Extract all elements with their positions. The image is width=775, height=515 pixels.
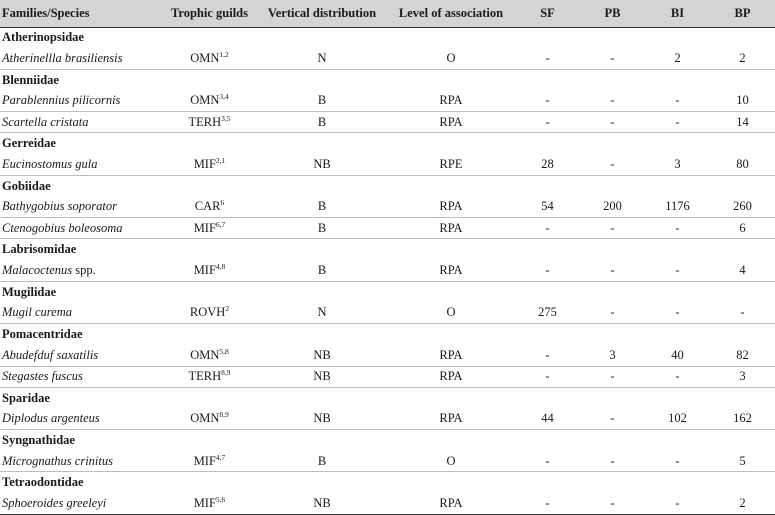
species-row — [0, 260, 775, 281]
bi-count: - — [645, 302, 710, 323]
species-row — [0, 112, 775, 133]
family-row — [0, 281, 775, 302]
sf-count: 275 — [515, 302, 580, 323]
family-row — [0, 69, 775, 90]
vertical-distribution: B — [257, 91, 387, 112]
species-row — [0, 493, 775, 514]
pb-count: - — [580, 48, 645, 69]
header-sf: SF — [515, 0, 580, 27]
pb-count: - — [580, 408, 645, 429]
reference-superscript: 2 — [225, 304, 230, 314]
level-of-association: O — [387, 48, 515, 69]
bi-count: 1176 — [645, 197, 710, 218]
species-name — [0, 260, 162, 281]
trophic-guild-code: MIF — [193, 453, 216, 468]
trophic-guild-code: MIF — [193, 262, 216, 277]
reference-superscript: 5,8 — [219, 346, 229, 356]
trophic-guild-code: OMN — [190, 411, 220, 426]
family-name: Syngnathidae — [2, 432, 75, 447]
species-name — [0, 493, 162, 514]
trophic-guild — [162, 197, 257, 218]
level-of-association: RPA — [387, 366, 515, 387]
vertical-distribution: B — [257, 260, 387, 281]
species-name — [0, 302, 162, 323]
species-name-text: Scartella cristata — [2, 114, 89, 129]
level-of-association: RPA — [387, 197, 515, 218]
trophic-guild — [162, 260, 257, 281]
family-name: Blenniidae — [2, 72, 59, 87]
bi-count: 2 — [645, 48, 710, 69]
species-name-text: Malacoctenus — [2, 262, 73, 277]
species-row — [0, 197, 775, 218]
species-name — [0, 218, 162, 239]
family-name: Labrisomidae — [2, 242, 77, 257]
vertical-distribution: NB — [257, 154, 387, 175]
trophic-guild — [162, 493, 257, 514]
vertical-distribution: B — [257, 197, 387, 218]
bi-count: - — [645, 112, 710, 133]
species-row — [0, 302, 775, 323]
family-row — [0, 239, 775, 260]
trophic-guild-code: TERH — [188, 114, 222, 129]
sf-count: - — [515, 260, 580, 281]
header-level-of-association: Level of association — [387, 0, 515, 27]
family-name: Gerreidae — [2, 136, 56, 151]
header-bi: BI — [645, 0, 710, 27]
vertical-distribution: NB — [257, 408, 387, 429]
pb-count: - — [580, 154, 645, 175]
family-name: Mugilidae — [2, 284, 57, 299]
trophic-guild-code: OMN — [190, 347, 220, 362]
pb-count: - — [580, 302, 645, 323]
trophic-guild — [162, 48, 257, 69]
trophic-guild — [162, 112, 257, 133]
species-name-text: Ctenogobius boleosoma — [2, 220, 123, 235]
species-name — [0, 451, 162, 472]
family-row — [0, 27, 775, 48]
family-name: Gobiidae — [2, 178, 51, 193]
trophic-guild — [162, 451, 257, 472]
species-row — [0, 154, 775, 175]
trophic-guild — [162, 345, 257, 366]
vertical-distribution: B — [257, 112, 387, 133]
pb-count: - — [580, 451, 645, 472]
species-name-text: Micrognathus crinitus — [2, 453, 113, 468]
vertical-distribution: NB — [257, 345, 387, 366]
reference-superscript: 3,4 — [219, 92, 229, 102]
bi-count: - — [645, 260, 710, 281]
species-name — [0, 366, 162, 387]
level-of-association: RPA — [387, 408, 515, 429]
species-row — [0, 366, 775, 387]
family-row — [0, 175, 775, 196]
vertical-distribution: B — [257, 218, 387, 239]
trophic-guild-code: MIF — [193, 220, 216, 235]
pb-count: - — [580, 91, 645, 112]
sf-count: - — [515, 366, 580, 387]
family-name: Pomacentridae — [2, 326, 83, 341]
reference-superscript: 1,2 — [219, 49, 229, 59]
reference-superscript: 2,1 — [215, 155, 226, 165]
bp-count: 162 — [710, 408, 775, 429]
species-name — [0, 345, 162, 366]
sf-count: - — [515, 493, 580, 514]
bp-count: 6 — [710, 218, 775, 239]
bi-count: - — [645, 218, 710, 239]
sf-count: 28 — [515, 154, 580, 175]
level-of-association: O — [387, 451, 515, 472]
bp-count: 80 — [710, 154, 775, 175]
level-of-association: RPA — [387, 218, 515, 239]
bi-count: 102 — [645, 408, 710, 429]
bp-count: 3 — [710, 366, 775, 387]
species-name — [0, 112, 162, 133]
family-row — [0, 472, 775, 493]
header-pb: PB — [580, 0, 645, 27]
bp-count: 2 — [710, 48, 775, 69]
trophic-guild-code: MIF — [193, 156, 216, 171]
species-name-suffix: spp. — [72, 262, 96, 277]
species-row — [0, 48, 775, 69]
species-name — [0, 48, 162, 69]
sf-count: - — [515, 112, 580, 133]
vertical-distribution: N — [257, 48, 387, 69]
trophic-guild — [162, 91, 257, 112]
bp-count: 10 — [710, 91, 775, 112]
header-vertical-distribution: Vertical distribution — [257, 0, 387, 27]
species-name-text: Mugil curema — [2, 305, 73, 320]
sf-count: - — [515, 91, 580, 112]
species-name — [0, 408, 162, 429]
sf-count: - — [515, 48, 580, 69]
sf-count: - — [515, 451, 580, 472]
bp-count: 5 — [710, 451, 775, 472]
pb-count: - — [580, 366, 645, 387]
species-row — [0, 218, 775, 239]
header-trophic-guilds: Trophic guilds — [162, 0, 257, 27]
bi-count: 40 — [645, 345, 710, 366]
level-of-association: O — [387, 302, 515, 323]
reference-superscript: 5,6 — [215, 494, 226, 504]
bi-count: 3 — [645, 154, 710, 175]
trophic-guild — [162, 302, 257, 323]
species-row — [0, 451, 775, 472]
trophic-guild — [162, 218, 257, 239]
vertical-distribution: NB — [257, 493, 387, 514]
species-name-text: Sphoeroides greeleyi — [2, 495, 107, 510]
bi-count: - — [645, 493, 710, 514]
reference-superscript: 8,9 — [219, 410, 229, 420]
reference-superscript: 4,8 — [215, 261, 226, 271]
sf-count: 54 — [515, 197, 580, 218]
species-name-text: Eucinostomus gula — [2, 156, 98, 171]
trophic-guild-code: CAR — [194, 199, 221, 214]
family-row — [0, 430, 775, 451]
table-body — [0, 27, 775, 514]
pb-count: 200 — [580, 197, 645, 218]
trophic-guild — [162, 408, 257, 429]
species-name — [0, 197, 162, 218]
bi-count: - — [645, 451, 710, 472]
bp-count: - — [710, 302, 775, 323]
family-name: Tetraodontidae — [2, 475, 84, 490]
species-name-text: Bathygobius soporator — [2, 199, 117, 214]
vertical-distribution: N — [257, 302, 387, 323]
trophic-guild — [162, 366, 257, 387]
bi-count: - — [645, 91, 710, 112]
pb-count: - — [580, 218, 645, 239]
reference-superscript: 8,9 — [221, 367, 231, 377]
bp-count: 260 — [710, 197, 775, 218]
level-of-association: RPA — [387, 91, 515, 112]
level-of-association: RPE — [387, 154, 515, 175]
bp-count: 4 — [710, 260, 775, 281]
pb-count: - — [580, 493, 645, 514]
family-name: Sparidae — [2, 390, 50, 405]
vertical-distribution: B — [257, 451, 387, 472]
species-name-text: Diplodus argenteus — [2, 411, 100, 426]
sf-count: - — [515, 345, 580, 366]
bi-count: - — [645, 366, 710, 387]
species-name — [0, 154, 162, 175]
trophic-guild — [162, 154, 257, 175]
trophic-guild-code: OMN — [190, 51, 220, 66]
species-name — [0, 91, 162, 112]
pb-count: - — [580, 260, 645, 281]
species-name-text: Stegastes fuscus — [2, 369, 83, 384]
pb-count: 3 — [580, 345, 645, 366]
level-of-association: RPA — [387, 112, 515, 133]
bp-count: 2 — [710, 493, 775, 514]
family-row — [0, 324, 775, 345]
header-bp: BP — [710, 0, 775, 27]
sf-count: - — [515, 218, 580, 239]
header-families-species: Families/Species — [0, 0, 162, 27]
species-row — [0, 91, 775, 112]
family-name: Atherinopsidae — [2, 30, 84, 45]
species-name-text: Abudefduf saxatilis — [2, 347, 99, 362]
sf-count: 44 — [515, 408, 580, 429]
reference-superscript: 6 — [220, 198, 225, 208]
family-row — [0, 133, 775, 154]
vertical-distribution: NB — [257, 366, 387, 387]
level-of-association: RPA — [387, 493, 515, 514]
trophic-guild-code: TERH — [188, 369, 222, 384]
trophic-guild-code: OMN — [190, 93, 220, 108]
trophic-guild-code: MIF — [193, 495, 216, 510]
level-of-association: RPA — [387, 260, 515, 281]
family-row — [0, 387, 775, 408]
reference-superscript: 3,5 — [221, 113, 231, 123]
level-of-association: RPA — [387, 345, 515, 366]
species-name-text: Parablennius pilicornis — [2, 93, 121, 108]
reference-superscript: 4,7 — [215, 452, 226, 462]
reference-superscript: 6,7 — [215, 219, 226, 229]
bp-count: 82 — [710, 345, 775, 366]
trophic-guild-code: ROVH — [189, 305, 226, 320]
species-row — [0, 345, 775, 366]
species-row — [0, 408, 775, 429]
pb-count: - — [580, 112, 645, 133]
bp-count: 14 — [710, 112, 775, 133]
header-row — [0, 0, 775, 27]
species-name-text: Atherinellla brasiliensis — [2, 51, 123, 66]
